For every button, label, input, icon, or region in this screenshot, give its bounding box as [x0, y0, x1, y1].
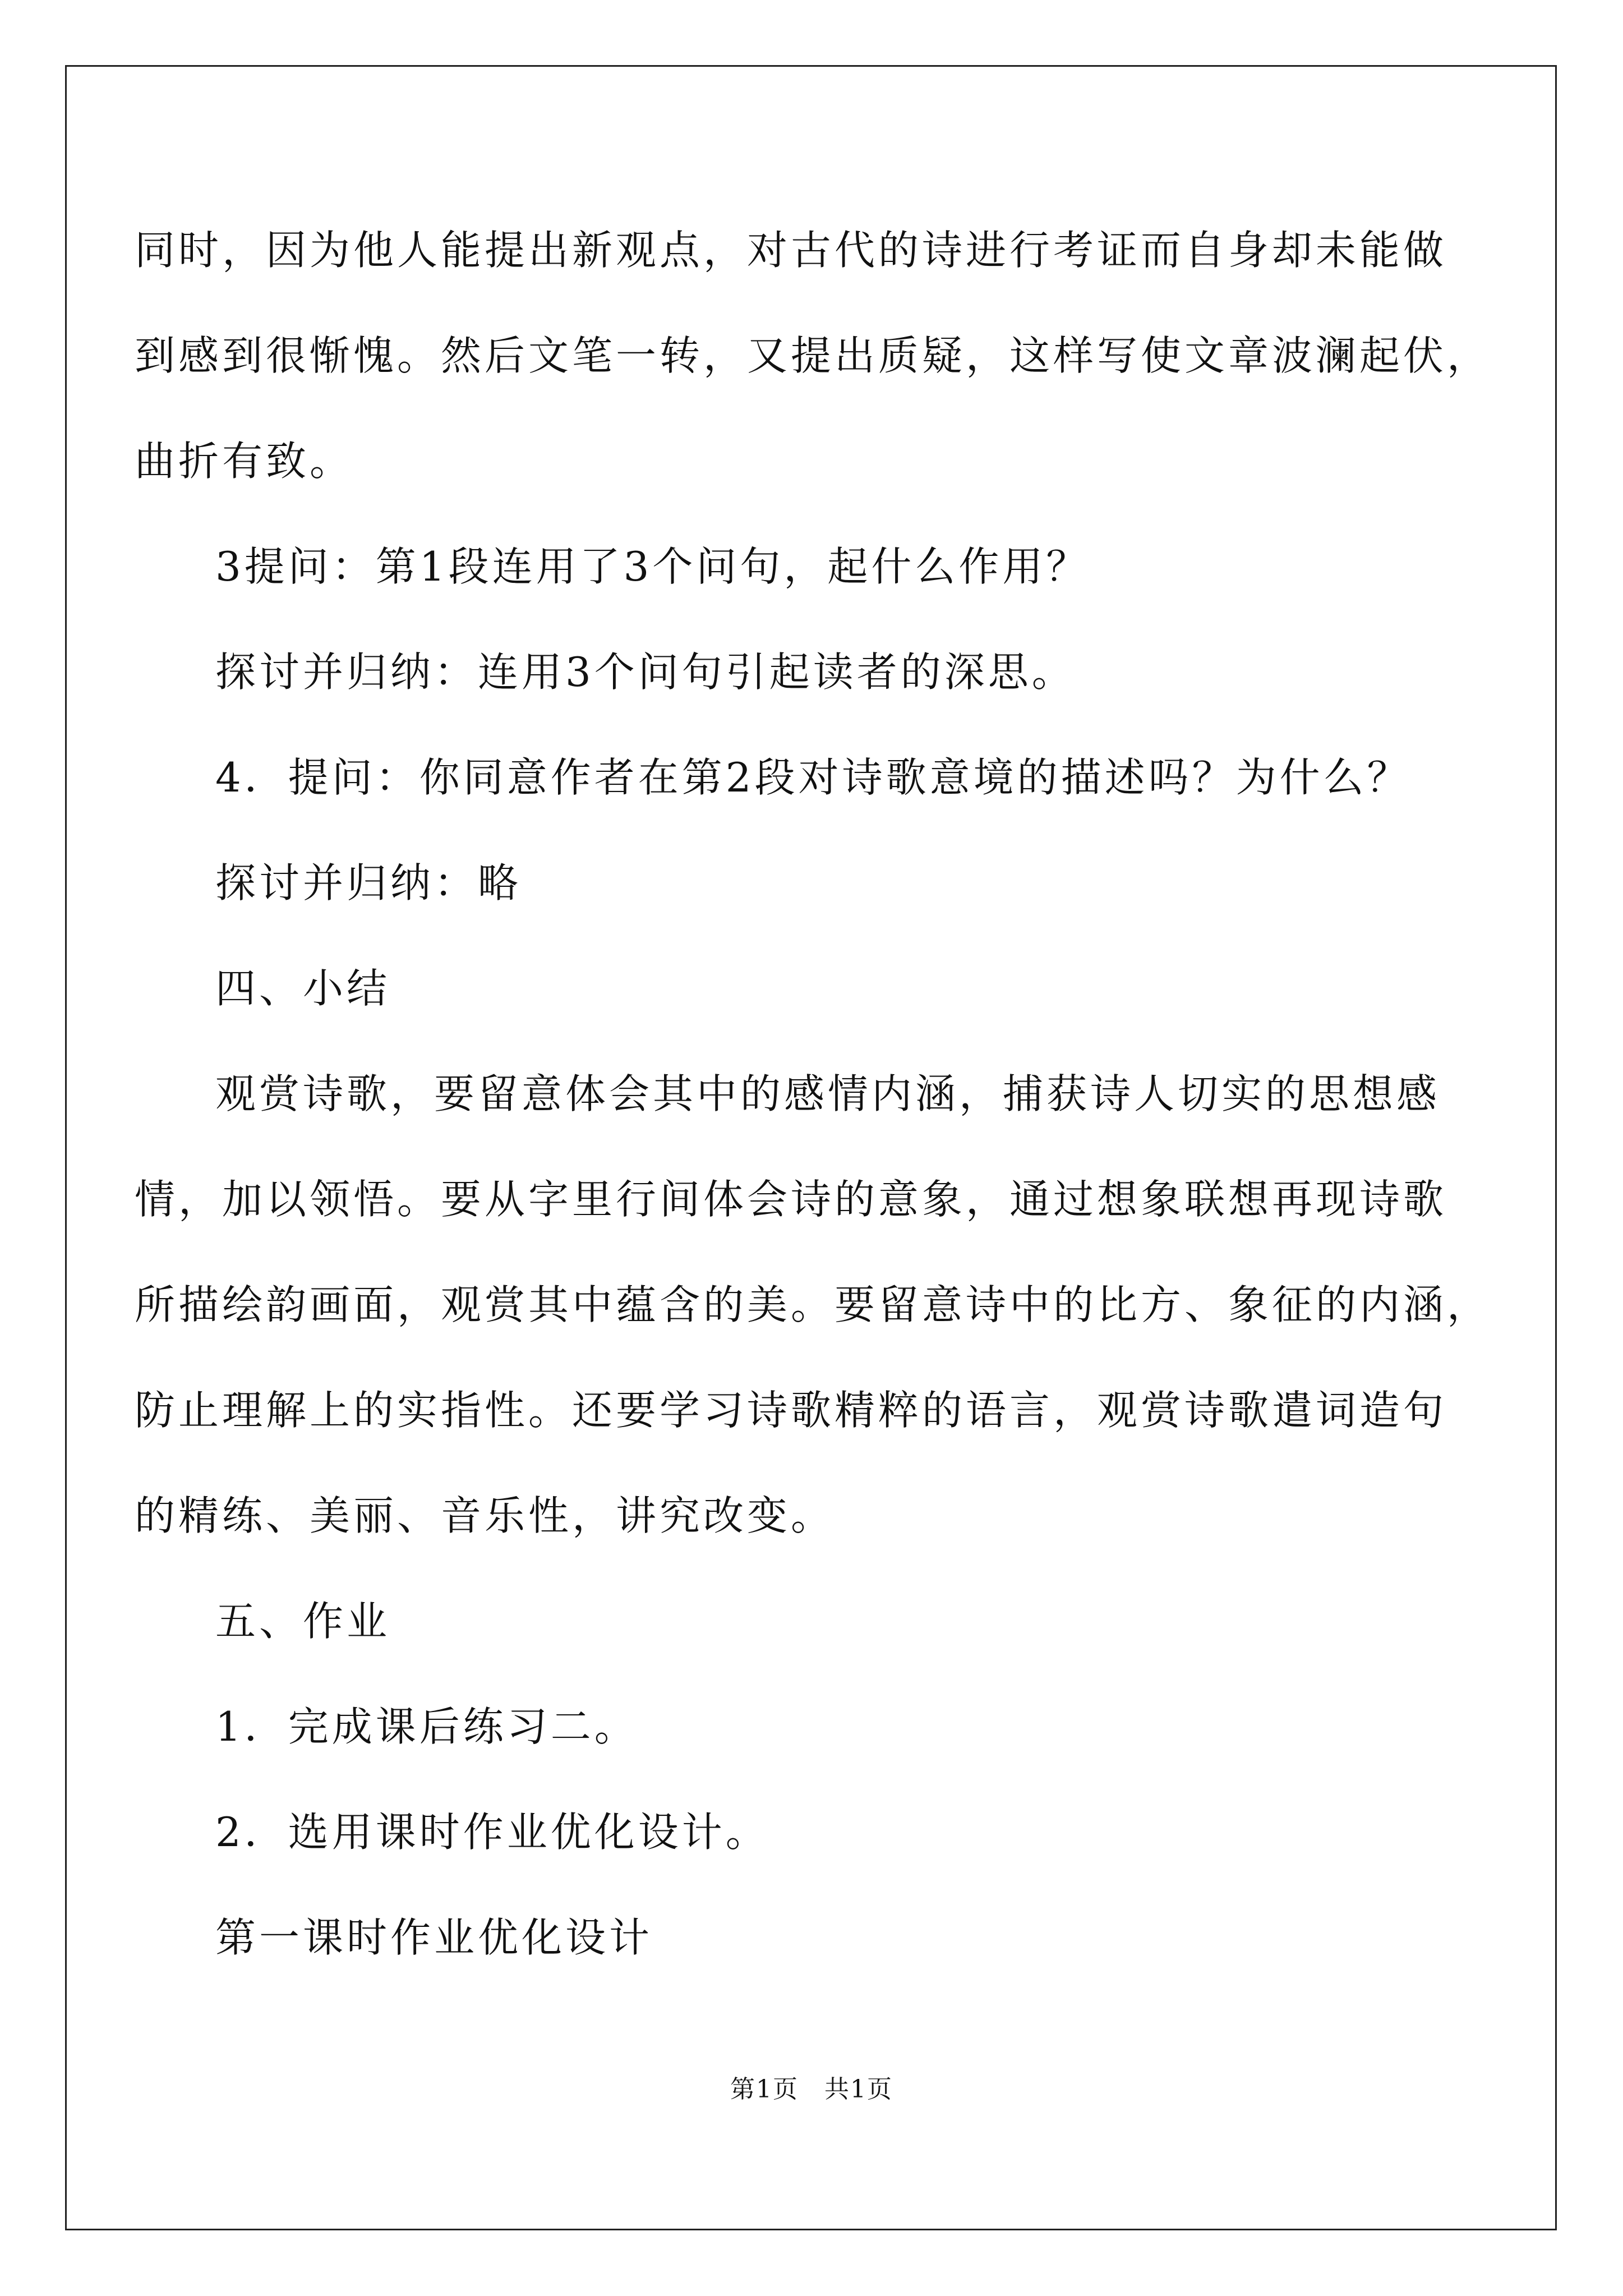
paragraph-line: 的精练、美丽、音乐性，讲究改变。 [135, 1492, 835, 1539]
paragraph-line: 第一课时作业优化设计 [215, 1914, 653, 1961]
section-heading: 四、小结 [215, 965, 391, 1012]
list-item: 1．完成课后练习二。 [215, 1703, 638, 1750]
paragraph-line: 观赏诗歌，要留意体会其中的感情内涵，捕获诗人切实的思想感 [215, 1070, 1441, 1117]
paragraph-line: 探讨并归纳：略 [215, 859, 522, 907]
list-item: 2．选用课时作业优化设计。 [215, 1809, 769, 1856]
paragraph-line: 情，加以领悟。要从字里行间体会诗的意象，通过想象联想再现诗歌 [135, 1176, 1447, 1223]
paragraph-line: 探讨并归纳：连用3个问句引起读者的深思。 [215, 648, 1076, 696]
section-heading: 五、作业 [215, 1598, 391, 1645]
paragraph-line: 4．提问：你同意作者在第2段对诗歌意境的描述吗？为什么？ [215, 754, 1411, 801]
paragraph-line: 所描绘韵画面，观赏其中蕴含的美。要留意诗中的比方、象征的内涵， [135, 1281, 1491, 1328]
page-border [65, 65, 1557, 2230]
paragraph-line: 曲折有致。 [135, 438, 354, 485]
page-number-footer: 第1页 共1页 [730, 2075, 893, 2104]
paragraph-line: 到感到很惭愧。然后文笔一转，又提出质疑，这样写使文章波澜起伏， [135, 332, 1491, 379]
paragraph-line: 防止理解上的实指性。还要学习诗歌精粹的语言，观赏诗歌遣词造句 [135, 1387, 1447, 1434]
paragraph-line: 3提问：第1段连用了3个问句，起什么作用？ [215, 543, 1090, 590]
paragraph-line: 同时，因为他人能提出新观点，对古代的诗进行考证而自身却未能做 [135, 227, 1447, 274]
